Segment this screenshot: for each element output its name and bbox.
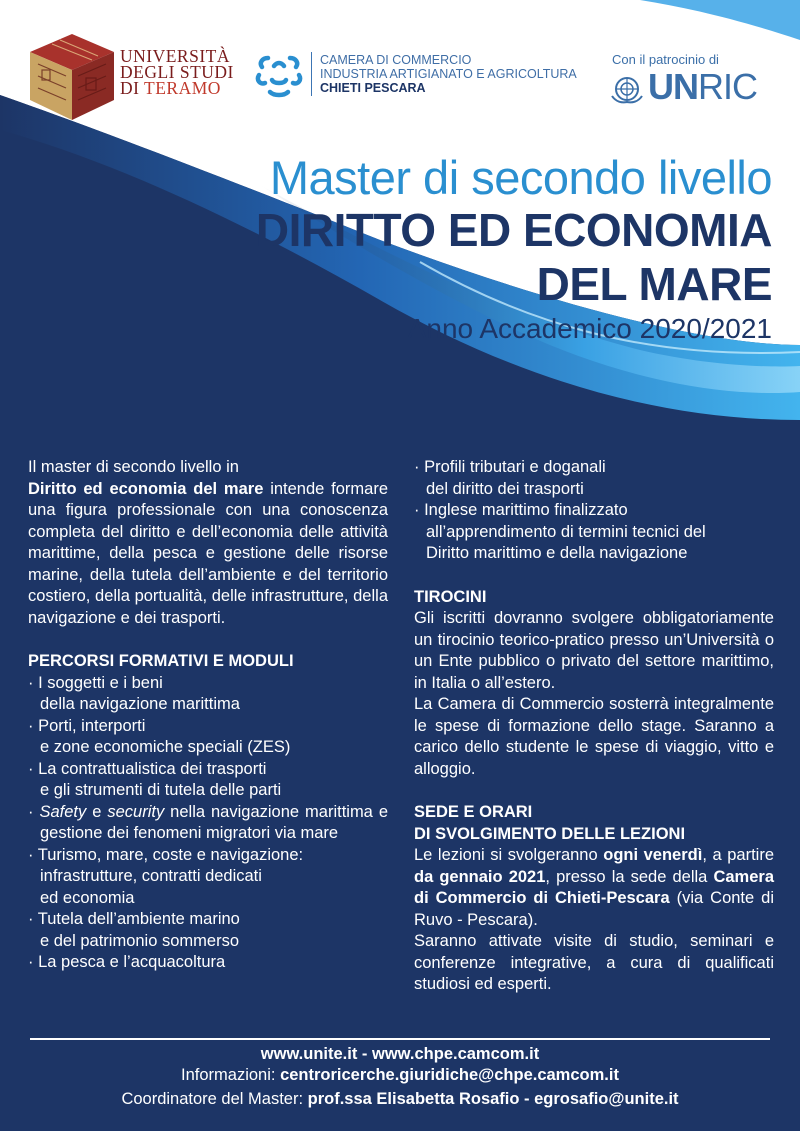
sede-title-line1: SEDE E ORARI [414, 803, 533, 821]
module-item [414, 457, 774, 500]
footer-info-label: Informazioni: [181, 1066, 281, 1084]
chamber-name [320, 53, 577, 95]
module-item [28, 759, 388, 802]
footer-coordinator-value[interactable]: prof.ssa Elisabetta Rosafio - egrosafio@unite.it [307, 1090, 679, 1108]
sede-text: Le lezioni si svolgeranno [414, 846, 604, 864]
footer-coordinator [0, 1090, 800, 1109]
sede-paragraph-1 [414, 845, 774, 931]
module-item [28, 673, 388, 716]
module-item-line: · La contrattualistica dei trasporti [28, 759, 267, 778]
chamber-name-line2: INDUSTRIA ARTIGIANATO E AGRICOLTURA [320, 67, 577, 81]
module-item [28, 716, 388, 759]
sede-text: , presso la sede della [545, 867, 714, 886]
master-main-title-line2: DEL MARE [536, 258, 772, 310]
master-level-title: Master di secondo livello [269, 151, 772, 204]
footer-coordinator-label: Coordinatore del Master: [121, 1090, 308, 1108]
university-name-line2: DEGLI STUDI [120, 62, 234, 82]
module-item-line: · Porti, interporti [28, 716, 146, 735]
chamber-of-commerce-logo [254, 50, 594, 100]
master-main-title [256, 203, 772, 311]
module-item-line: e gli strumenti di tutela delle parti [40, 781, 282, 799]
tirocini-title: TIROCINI [414, 587, 487, 606]
university-logo [26, 28, 244, 128]
module-item [28, 845, 388, 910]
intro-rest: intende formare una figura professionale con una conoscenza completa del diritto e dell’economia delle attività marittime, della pesca e gestione delle risorse marine, della tutela dell’ambiente e del territorio costiero, della portualità, delle infrastrutture, della navigazione e dei trasporti. [28, 479, 388, 627]
module-item-line: infrastrutture, contratti dedicati [40, 867, 262, 885]
university-name-line3 [120, 80, 234, 96]
university-cube-logo [26, 30, 118, 124]
module-text: e [86, 802, 108, 821]
unric-logo [610, 52, 757, 107]
university-name-line3-prefix: DI [120, 78, 145, 98]
unric-wordmark [648, 68, 757, 106]
sede-text: , a partire [702, 846, 774, 864]
footer-info [0, 1066, 800, 1085]
module-item-line: · I soggetti e i beni [28, 673, 163, 692]
academic-year: Anno Accademico 2020/2021 [407, 313, 772, 344]
module-text: nella navigazione marittima e gestione dei fenomeni migratori via mare [40, 802, 388, 842]
university-name-line1: UNIVERSITÀ [120, 46, 230, 66]
intro-bold: Diritto ed economia del mare [28, 479, 264, 498]
unric-wordmark-un: UN [648, 66, 698, 107]
module-item-line: all’apprendimento di termini tecnici del [426, 522, 706, 541]
unric-wordmark-ric: RIC [698, 66, 757, 107]
module-item-line: · Turismo, mare, coste e navigazione: [28, 845, 304, 864]
sede-paragraph-2: Saranno attivate visite di studio, seminari e conferenze integrative, a cura di qualificati studiosi ed esperti. [414, 932, 774, 993]
module-item-line: della navigazione marittima [40, 695, 240, 713]
university-name [120, 48, 234, 96]
module-item-safety [28, 802, 388, 845]
tirocini-paragraph-2: La Camera di Commercio sosterrà integralmente le spese di formazione dello stage. Saranno a carico dello studente le spese di viaggio, vitto e alloggio. [414, 695, 774, 778]
tirocini-paragraph-1: Gli iscritti dovranno svolgere obbligatoriamente un tirocinio teorico-pratico presso un’Università o un Ente pubblico o privato del settore marittimo, in Italia o all’estero. [414, 609, 774, 692]
module-item-line: Diritto marittimo e della navigazione [426, 544, 688, 562]
un-emblem-icon [610, 74, 644, 104]
module-item-line: ed economia [40, 888, 135, 907]
footer-divider [30, 1038, 770, 1040]
module-item-line: del diritto dei trasporti [426, 479, 584, 498]
footer-info-email[interactable]: centroricerche.giuridiche@chpe.camcom.it [280, 1066, 619, 1084]
module-item-line: · Inglese marittimo finalizzato [414, 501, 628, 519]
module-bullet: · [28, 802, 40, 821]
chamber-of-commerce-icon [254, 52, 304, 98]
module-item-line: · Tutela dell’ambiente marino [28, 910, 240, 928]
module-item-line: · Profili tributari e doganali [414, 458, 606, 476]
sede-title-line2: DI SVOLGIMENTO DELLE LEZIONI [414, 824, 686, 843]
module-item-line: e zone economiche speciali (ZES) [40, 738, 291, 756]
master-main-title-line1: DIRITTO ED ECONOMIA [255, 204, 772, 256]
patronage-label: Con il patrocinio di [612, 52, 719, 67]
module-item [28, 909, 388, 952]
module-item-line: e del patrimonio sommerso [40, 931, 239, 950]
security-word: security [107, 802, 165, 821]
intro-paragraph [28, 479, 388, 630]
module-item [414, 500, 774, 565]
safety-word: Safety [39, 802, 87, 821]
sede-highlight: ogni venerdì [603, 846, 703, 864]
chamber-name-line3: CHIETI PESCARA [320, 81, 426, 95]
footer-websites[interactable]: www.unite.it - www.chpe.camcom.it [260, 1045, 540, 1063]
university-name-teramo: TERAMO [144, 78, 221, 98]
module-item: · La pesca e l’acquacoltura [28, 953, 226, 971]
sede-text: (via Conte di Ruvo - Pescara). [414, 889, 774, 929]
right-column [414, 457, 774, 996]
chamber-name-line1: CAMERA DI COMMERCIO [320, 53, 472, 67]
left-column [28, 457, 388, 974]
chamber-separator [311, 52, 312, 96]
intro-line1: Il master di secondo livello in [28, 458, 239, 476]
percorsi-title: PERCORSI FORMATIVI E MODULI [28, 652, 294, 670]
sede-highlight: Camera di Commercio di Chieti-Pescara [414, 867, 774, 907]
sede-highlight: da gennaio 2021 [414, 867, 546, 886]
